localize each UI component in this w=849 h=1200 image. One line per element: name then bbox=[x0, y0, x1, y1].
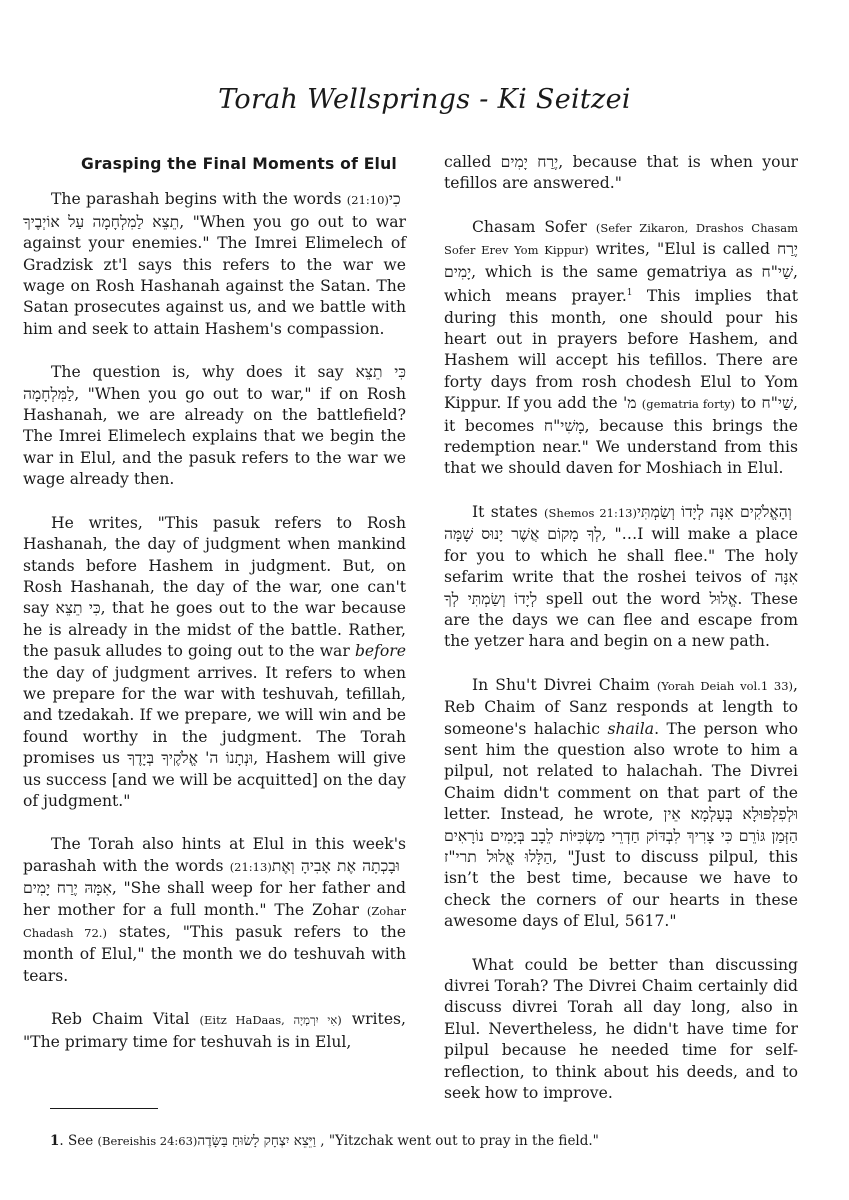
hebrew-text: כִּי תֵצֵא bbox=[55, 599, 101, 618]
source-ref: (Shemos 21:13) bbox=[544, 505, 637, 520]
footnote-number: 1 bbox=[50, 1133, 60, 1149]
paragraph bbox=[23, 189, 406, 340]
hebrew-text: וְהָאֱלֹקִים אִנָּה לְיָדוֹ וְשַׂמְתִּי לְךָ מָקוֹם אֲשֶׁר יָנוּס שָׁמָּה bbox=[444, 502, 799, 544]
source-ref: (gematria forty) bbox=[641, 397, 736, 412]
text: . These are the days we can flee and escape from the yetzer hara and begin on a new path. bbox=[444, 589, 798, 651]
right-column bbox=[444, 152, 798, 1126]
hebrew-text: כִּי תֵצֵא לַמִּלְחָמָה bbox=[23, 363, 407, 403]
text: , "…I will make a place for you to which he shall flee." The holy sefarim write that the roshei teivos of bbox=[444, 525, 798, 587]
hebrew-text: שַׁי"ח bbox=[761, 394, 794, 413]
text: This implies that during this month, one should pour his heart out in prayers before Hashem, and Hashem will accept his tefillos. There are forty days from rosh chodesh Elul to Yom Kippur. If you add the bbox=[444, 287, 798, 413]
source-ref: (Yorah Deiah vol.1 33) bbox=[656, 678, 794, 693]
hebrew-text: וּנְתָנוֹ ה' אֱלֹקֶיךָ בְּיָדֶךָ bbox=[127, 749, 254, 768]
paragraph bbox=[23, 362, 406, 490]
footnote-divider bbox=[50, 1108, 158, 1109]
paragraph bbox=[23, 513, 406, 813]
text: , "When you go out to war," if on Rosh Hashanah, we are already on the battlefield? The Imrei Elimelech explains that we begin the war in Elul, and the pasuk refers to the war we wage already then. bbox=[23, 384, 406, 489]
text: The question is, why does it say bbox=[51, 363, 356, 382]
hebrew-text: וַיֵּצֵא יִצְחָק לָשׂוּחַ בַּשָּׂדֶה bbox=[197, 1133, 321, 1149]
hebrew-text: שַׁי"ח bbox=[761, 262, 794, 281]
source-ref: (21:13) bbox=[229, 859, 272, 874]
text: states, "This pasuk refers to the month of Elul," the month we do teshuvah with tears. bbox=[23, 923, 406, 985]
section-heading: Grasping the Final Moments of Elul bbox=[81, 155, 397, 173]
paragraph bbox=[23, 1009, 406, 1053]
text: , "She shall weep for her father and her mother for a full month." The Zohar bbox=[23, 879, 406, 919]
paragraph bbox=[444, 502, 798, 653]
text: The Torah also hints at Elul in this week's parashah with the words bbox=[23, 835, 406, 875]
text: , which means prayer. bbox=[444, 262, 798, 306]
text: , Reb Chaim of Sanz responds at length to someone's halachic bbox=[444, 675, 798, 738]
text: spell out the word bbox=[537, 589, 710, 608]
paragraph bbox=[23, 834, 406, 987]
text: What could be better than discussing divrei Torah? The Divrei Chaim certainly did discuss divrei Torah all day long, also in Elul. Nevertheless, he didn't have time for pilpul because he needed time for self-reflection, to think about his deeds, and to seek how to improve. bbox=[444, 955, 798, 1103]
source-ref: (Eitz HaDaas, אִי יִרְמְיָה) bbox=[199, 1013, 342, 1028]
hebrew-text: אִנָּה לְיָדוֹ וְשַׂמְתִּי לְךָ bbox=[444, 568, 798, 608]
emphasis: shaila bbox=[607, 719, 655, 738]
text: He writes, "This pasuk refers to Rosh Hashanah, the day of judgment when mankind stands before Hashem in judgment. But, on Rosh Hashanah, the day of the war, one can't say bbox=[23, 513, 406, 618]
footnote-marker: 1 bbox=[626, 288, 633, 299]
text: writes, "The primary time for teshuvah is in Elul, bbox=[23, 1010, 407, 1051]
hebrew-text: מ' bbox=[622, 394, 637, 413]
hebrew-text: יֶרַח יָמִים bbox=[444, 240, 798, 281]
text: In Shu't Divrei Chaim bbox=[472, 675, 657, 694]
source-ref: (Zohar Chadash 72.) bbox=[23, 903, 406, 940]
text: , "Just to discuss pilpul, this isn’t the best time, because we have to check the corners of our hearts in these awesome days of Elul, 5617." bbox=[444, 847, 798, 931]
text: , because this brings the redemption near." We understand from this that we should daven for Moshiach in Elul. bbox=[444, 416, 798, 478]
text: The parashah begins with the words bbox=[51, 190, 347, 209]
hebrew-text: יֶרַח יָמִים bbox=[500, 153, 559, 171]
page-title: Torah Wellsprings - Ki Seitzei bbox=[218, 84, 631, 115]
paragraph bbox=[444, 217, 798, 480]
paragraph bbox=[444, 955, 798, 1105]
text: , "When you go out to war against your enemies." The Imrei Elimelech of Gradzisk zt'l says this refers to the war we wage on Rosh Hashanah against the Satan. The Satan prosecutes against us, and we battle with him and seek to attain Hashem's compassion. bbox=[23, 212, 406, 338]
text: It states bbox=[472, 502, 545, 521]
text: Reb Chaim Vital bbox=[51, 1010, 200, 1029]
text: to bbox=[735, 394, 762, 413]
hebrew-text: וּלְפִלְפּוּלָא בְּעָלְמָא אֵין הַזְּמַן גּוֹרֵם כִּי צָרִיךְ לִבְדּוֹק חַדְרֵי מַשְׂכִּיּוֹת לֵבָב בְּיָמִים נוֹרָאִים הַלָּלוּ אֱלוּל תרי"ז bbox=[444, 805, 798, 866]
text: Chasam Sofer bbox=[472, 217, 596, 236]
hebrew-text: אֱלוּל bbox=[709, 589, 738, 608]
source-ref: (Sefer Zikaron, Drashos Chasam Sofer Erev Yom Kippur) bbox=[444, 220, 799, 258]
left-column bbox=[23, 152, 406, 1075]
text: , Hashem will give us success [and we will be acquitted] on the day of judgment." bbox=[23, 749, 406, 810]
paragraph bbox=[444, 152, 798, 195]
text: , that he goes out to the war because he is already in the midst of the battle. Rather, the pasuk alludes to going out to the war bbox=[23, 599, 406, 661]
text: writes, "Elul is called bbox=[588, 240, 778, 259]
source-ref: (21:10) bbox=[346, 193, 389, 208]
hebrew-text: כִי תֵצֵא לַמִלְחָמָה עַל אוֹיְבֶיךָ bbox=[23, 190, 406, 231]
text: . See bbox=[59, 1133, 98, 1149]
text: , because that is when your tefillos are answered." bbox=[444, 153, 798, 193]
text: , which is the same gematriya as bbox=[471, 262, 762, 281]
emphasis: before bbox=[354, 642, 406, 661]
text: . The person who sent him the question also wrote to him a pilpul, not related to halachah. The Divrei Chaim didn't comment on that part of the letter. Instead, he wrote, bbox=[444, 719, 798, 824]
hebrew-text: וּבָכְתָה אֶת אָבִיהָ וְאֶת אִמָּהּ יֶרַח יָמִים bbox=[23, 856, 406, 898]
paragraph bbox=[444, 675, 798, 933]
text: the day of judgment arrives. It refers to when we prepare for the war with teshuvah, tefillah, and tzedakah. If we prepare, we will win and be found worthy in the judgment. The Torah promises us bbox=[23, 663, 406, 768]
footnote bbox=[50, 1132, 810, 1150]
source-ref: (Bereishis 24:63) bbox=[97, 1134, 198, 1148]
text: called bbox=[444, 153, 501, 171]
hebrew-text: מָשִׁי"ח bbox=[543, 416, 585, 435]
text: , "Yitzchak went out to pray in the field." bbox=[320, 1133, 599, 1149]
text: , it becomes bbox=[444, 394, 798, 435]
